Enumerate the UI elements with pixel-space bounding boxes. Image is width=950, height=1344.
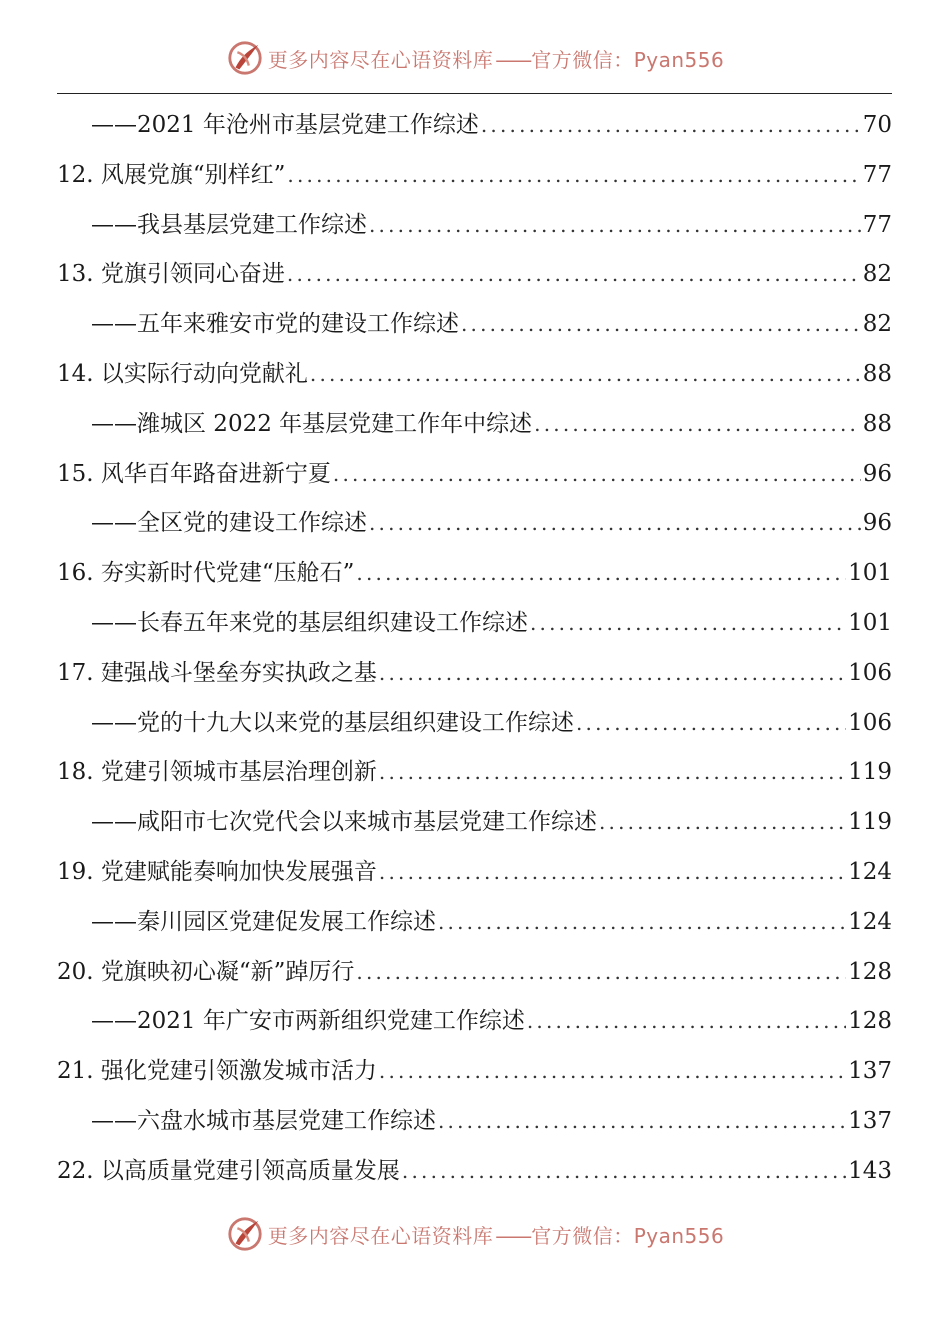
toc-entry-title: 21. 强化党建引领激发城市活力 [57,1058,377,1085]
toc-entry[interactable] [57,350,892,400]
dot-leader [333,450,861,500]
toc-subentry[interactable] [57,101,892,151]
toc-entry-title: 14. 以实际行动向党献礼 [57,360,308,387]
toc-page-number: 119 [848,809,892,836]
toc-page-number: 101 [848,609,892,636]
toc-page-number: 128 [848,958,892,985]
toc-entry-title: 20. 党旗映初心凝“新”踔厉行 [57,958,355,985]
dot-leader [356,948,846,998]
brand-logo-icon [226,1215,264,1253]
toc-entry-title: 18. 党建引领城市基层治理创新 [57,759,377,786]
toc-page-number: 137 [848,1058,892,1085]
toc-entry-title: 13. 党旗引领同心奋进 [57,261,285,288]
toc-page-number: 96 [862,510,892,537]
toc-page-number: 124 [848,908,892,935]
banner-text: 更多内容尽在心语资料库 —— 官方微信：Pyan556 [267,1223,725,1248]
dot-leader [379,649,846,699]
toc-subentry[interactable] [57,1097,892,1147]
toc-subentry[interactable] [57,699,892,749]
toc-entry-title: 12. 风展党旗“别样红” [57,161,286,188]
toc-entry[interactable] [57,848,892,898]
table-of-contents [57,101,892,1197]
toc-page-number: 88 [862,360,892,387]
toc-page-number: 82 [862,311,892,338]
toc-entry-title: ——秦川园区党建促发展工作综述 [91,908,436,935]
toc-page-number: 119 [848,759,892,786]
dot-leader [287,151,860,201]
toc-entry-title: ——潍城区 2022 年基层党建工作年中综述 [91,410,533,437]
toc-entry[interactable] [57,1047,892,1097]
toc-page-number: 143 [848,1157,892,1184]
dot-leader [481,101,861,151]
toc-subentry[interactable] [57,300,892,350]
toc-entry-title: ——六盘水城市基层党建工作综述 [91,1107,436,1134]
dot-leader [534,400,861,450]
toc-subentry[interactable] [57,400,892,450]
toc-entry-title: ——全区党的建设工作综述 [91,510,367,537]
toc-page-number: 124 [848,858,892,885]
dot-leader [438,898,846,948]
toc-page-number: 70 [862,112,892,138]
toc-subentry[interactable] [57,898,892,948]
dot-leader [379,1047,846,1097]
dot-leader [402,1147,846,1197]
toc-entry-title: 17. 建强战斗堡垒夯实执政之基 [57,659,377,686]
dot-leader [576,699,846,749]
toc-entry[interactable] [57,250,892,300]
toc-entry[interactable] [57,450,892,500]
dot-leader [530,599,846,649]
toc-subentry[interactable] [57,798,892,848]
toc-entry-title: ——长春五年来党的基层组织建设工作综述 [91,609,528,636]
dot-leader [369,201,861,251]
dot-leader [599,798,846,848]
toc-entry-title: 19. 党建赋能奏响加快发展强音 [57,858,377,885]
toc-entry-title: ——2021 年广安市两新组织党建工作综述 [91,1008,525,1035]
dot-leader [461,300,861,350]
toc-entry[interactable] [57,1147,892,1197]
dot-leader [369,499,861,549]
toc-entry[interactable] [57,748,892,798]
brand-logo-icon [226,39,264,77]
toc-entry[interactable] [57,151,892,201]
toc-entry[interactable] [57,549,892,599]
toc-page-number: 77 [862,161,892,188]
toc-subentry[interactable] [57,599,892,649]
header-banner [0,36,950,80]
dot-leader [287,250,861,300]
toc-entry[interactable] [57,649,892,699]
dot-leader [310,350,861,400]
banner-text: 更多内容尽在心语资料库 —— 官方微信：Pyan556 [267,47,725,72]
dot-leader [379,748,846,798]
toc-page-number: 88 [862,410,892,437]
toc-entry-title: ——我县基层党建工作综述 [91,211,367,238]
toc-entry-title: ——2021 年沧州市基层党建工作综述 [91,112,479,138]
toc-page-number: 82 [862,261,892,288]
toc-entry-title: ——党的十九大以来党的基层组织建设工作综述 [91,709,574,736]
toc-entry-title: 22. 以高质量党建引领高质量发展 [57,1157,400,1184]
toc-page-number: 101 [848,560,892,587]
dot-leader [527,997,846,1047]
toc-entry-title: 15. 风华百年路奋进新宁夏 [57,460,331,487]
toc-entry-title: ——五年来雅安市党的建设工作综述 [91,311,459,338]
toc-page-number: 106 [848,709,892,736]
toc-page-number: 106 [848,659,892,686]
toc-subentry[interactable] [57,201,892,251]
header-rule [57,93,892,94]
toc-page-number: 77 [862,211,892,238]
toc-subentry[interactable] [57,997,892,1047]
toc-page-number: 137 [848,1107,892,1134]
toc-entry[interactable] [57,948,892,998]
dot-leader [438,1097,846,1147]
toc-entry-title: ——咸阳市七次党代会以来城市基层党建工作综述 [91,809,597,836]
toc-subentry[interactable] [57,499,892,549]
toc-entry-title: 16. 夯实新时代党建“压舱石” [57,560,355,587]
dot-leader [379,848,846,898]
dot-leader [356,549,846,599]
toc-page-number: 96 [862,460,892,487]
footer-banner [0,1212,950,1256]
toc-page-number: 128 [848,1008,892,1035]
